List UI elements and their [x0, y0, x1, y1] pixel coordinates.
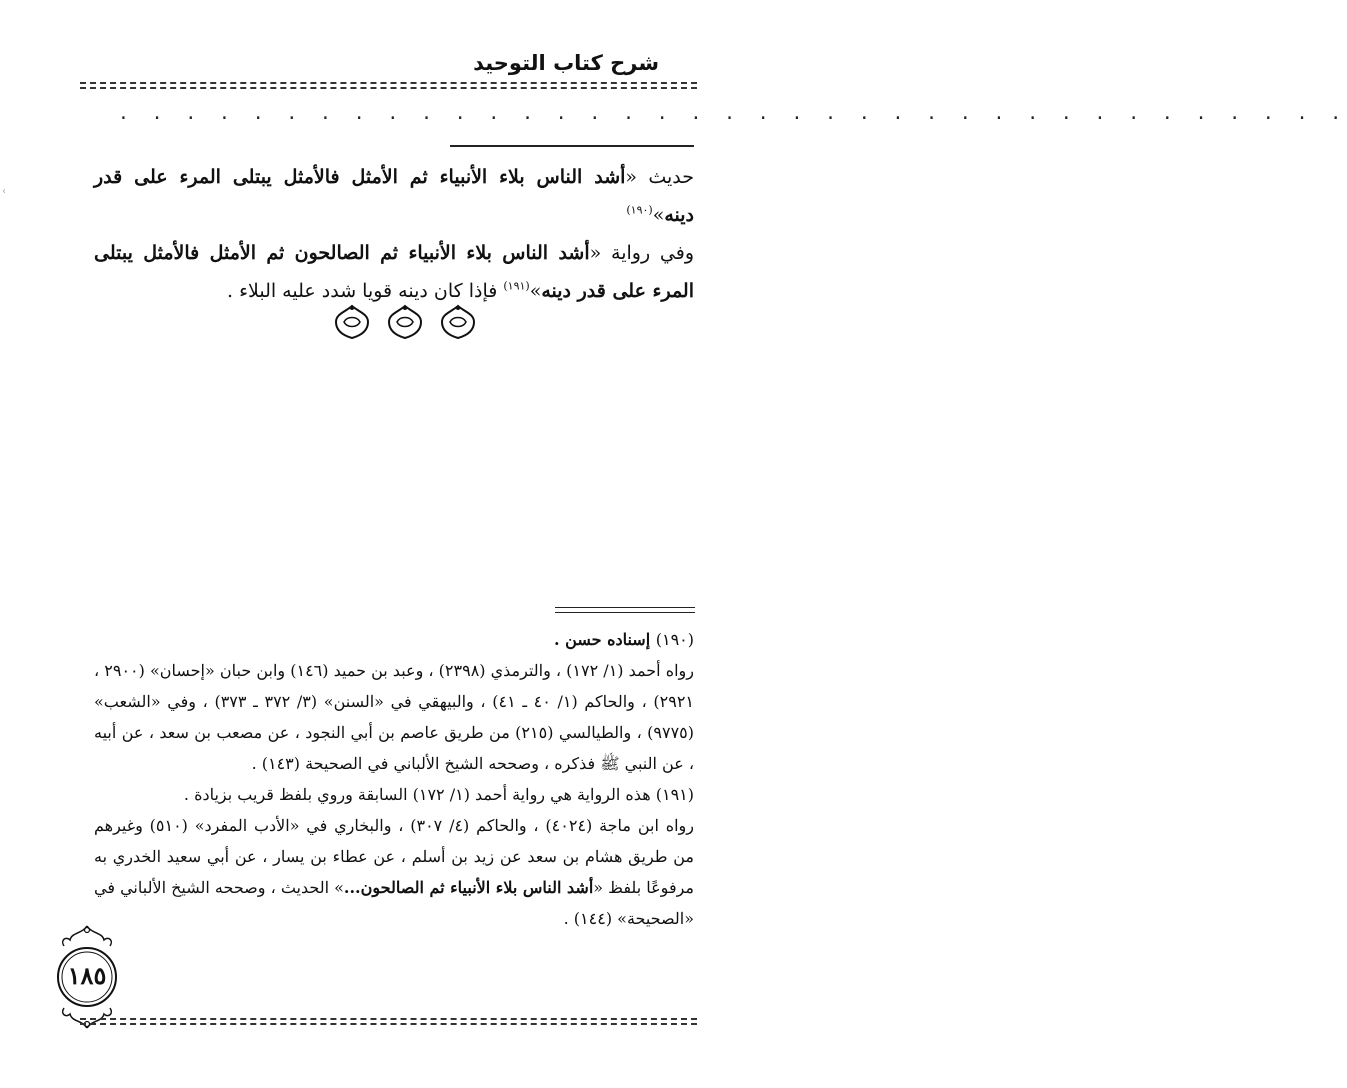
side-mark: ‹ — [2, 186, 6, 197]
hadith-quote-1: أشد الناس بلاء الأنبياء ثم الأمثل فالأمثل يبتلى المرء على قدر دينه — [94, 166, 694, 226]
footer-rule-top — [80, 1018, 697, 1020]
footnotes — [94, 624, 694, 934]
paragraph-hadith-1: حديث «أشد الناس بلاء الأنبياء ثم الأمثل فالأمثل يبتلى المرء على قدر دينه»$^{(١٩٠)}$ — [94, 166, 695, 226]
ornament-icon — [385, 302, 425, 342]
ornament-icon — [332, 302, 372, 342]
section-divider-ornaments — [332, 302, 478, 342]
continuation-dots: . . . . . . . . . . . . . . . . . . . . . . . . . . . . . . . . . . . . . — [118, 103, 1347, 124]
hadith-quote-2: أشد الناس بلاء الأنبياء ثم الصالحون ثم الأمثل فالأمثل يبتلى المرء على قدر دينه — [94, 242, 694, 302]
section-rule — [450, 145, 694, 147]
footnote-separator-top — [555, 607, 695, 608]
page-number: ١٨٥ — [67, 961, 107, 990]
footnote-separator-bottom — [555, 612, 695, 613]
footnote-191-body: رواه ابن ماجة (٤٠٢٤) ، والحاكم (٤/ ٣٠٧) ، والبخاري في «الأدب المفرد» (٥١٠) وغيرهم من طريق هشام بن سعد عن زيد بن أسلم ، عن عطاء بن يسار ، عن أبي سعيد الخدري به مرفوعًا بلفظ «أشد الناس بلاء الأنبياء ثم الصالحون...» الحديث ، وصححه الشيخ الألباني في «الصحيحة» (١٤٤) . — [94, 816, 694, 928]
header-rule-bottom — [80, 87, 697, 89]
header-rule-top — [80, 82, 697, 84]
ornament-icon — [438, 302, 478, 342]
footnote-ref-191: (١٩١) — [503, 279, 530, 293]
main-body — [94, 158, 694, 310]
footnote-ref-190: (١٩٠) — [626, 203, 653, 217]
paragraph-hadith-2: وفي رواية «أشد الناس بلاء الأنبياء ثم الصالحون ثم الأمثل فالأمثل يبتلى المرء على قدر دينه»$^{(١٩١)}$ فإذا كان دينه قويا شدد عليه البلاء . — [94, 242, 695, 302]
footer-rule-bottom — [80, 1023, 697, 1025]
footnote-191-heading: (١٩١) هذه الرواية هي رواية أحمد (١/ ١٧٢) السابقة وروي بلفظ قريب بزيادة . — [183, 785, 694, 804]
footnote-190-body: رواه أحمد (١/ ١٧٢) ، والترمذي (٢٣٩٨) ، وعبد بن حميد (١٤٦) وابن حبان «إحسان» (٢٩٠٠ ، ٢٩٢١) ، والحاكم (١/ ٤٠ ـ ٤١) ، والبيهقي في «السنن» (٣/ ٣٧٢ ـ ٣٧٣) ، وفي «الشعب» (٩٧٧٥) ، والطيالسي (٢١٥) من طريق عاصم بن أبي النجود ، عن مصعب بن سعد ، عن أبيه ، عن النبي ﷺ فذكره ، وصححه الشيخ الألباني في الصحيحة (١٤٣) . — [94, 661, 695, 773]
running-header-title: شرح كتاب التوحيد — [473, 51, 659, 75]
footnote-190-heading: (١٩٠) إسناده حسن . — [554, 630, 694, 649]
